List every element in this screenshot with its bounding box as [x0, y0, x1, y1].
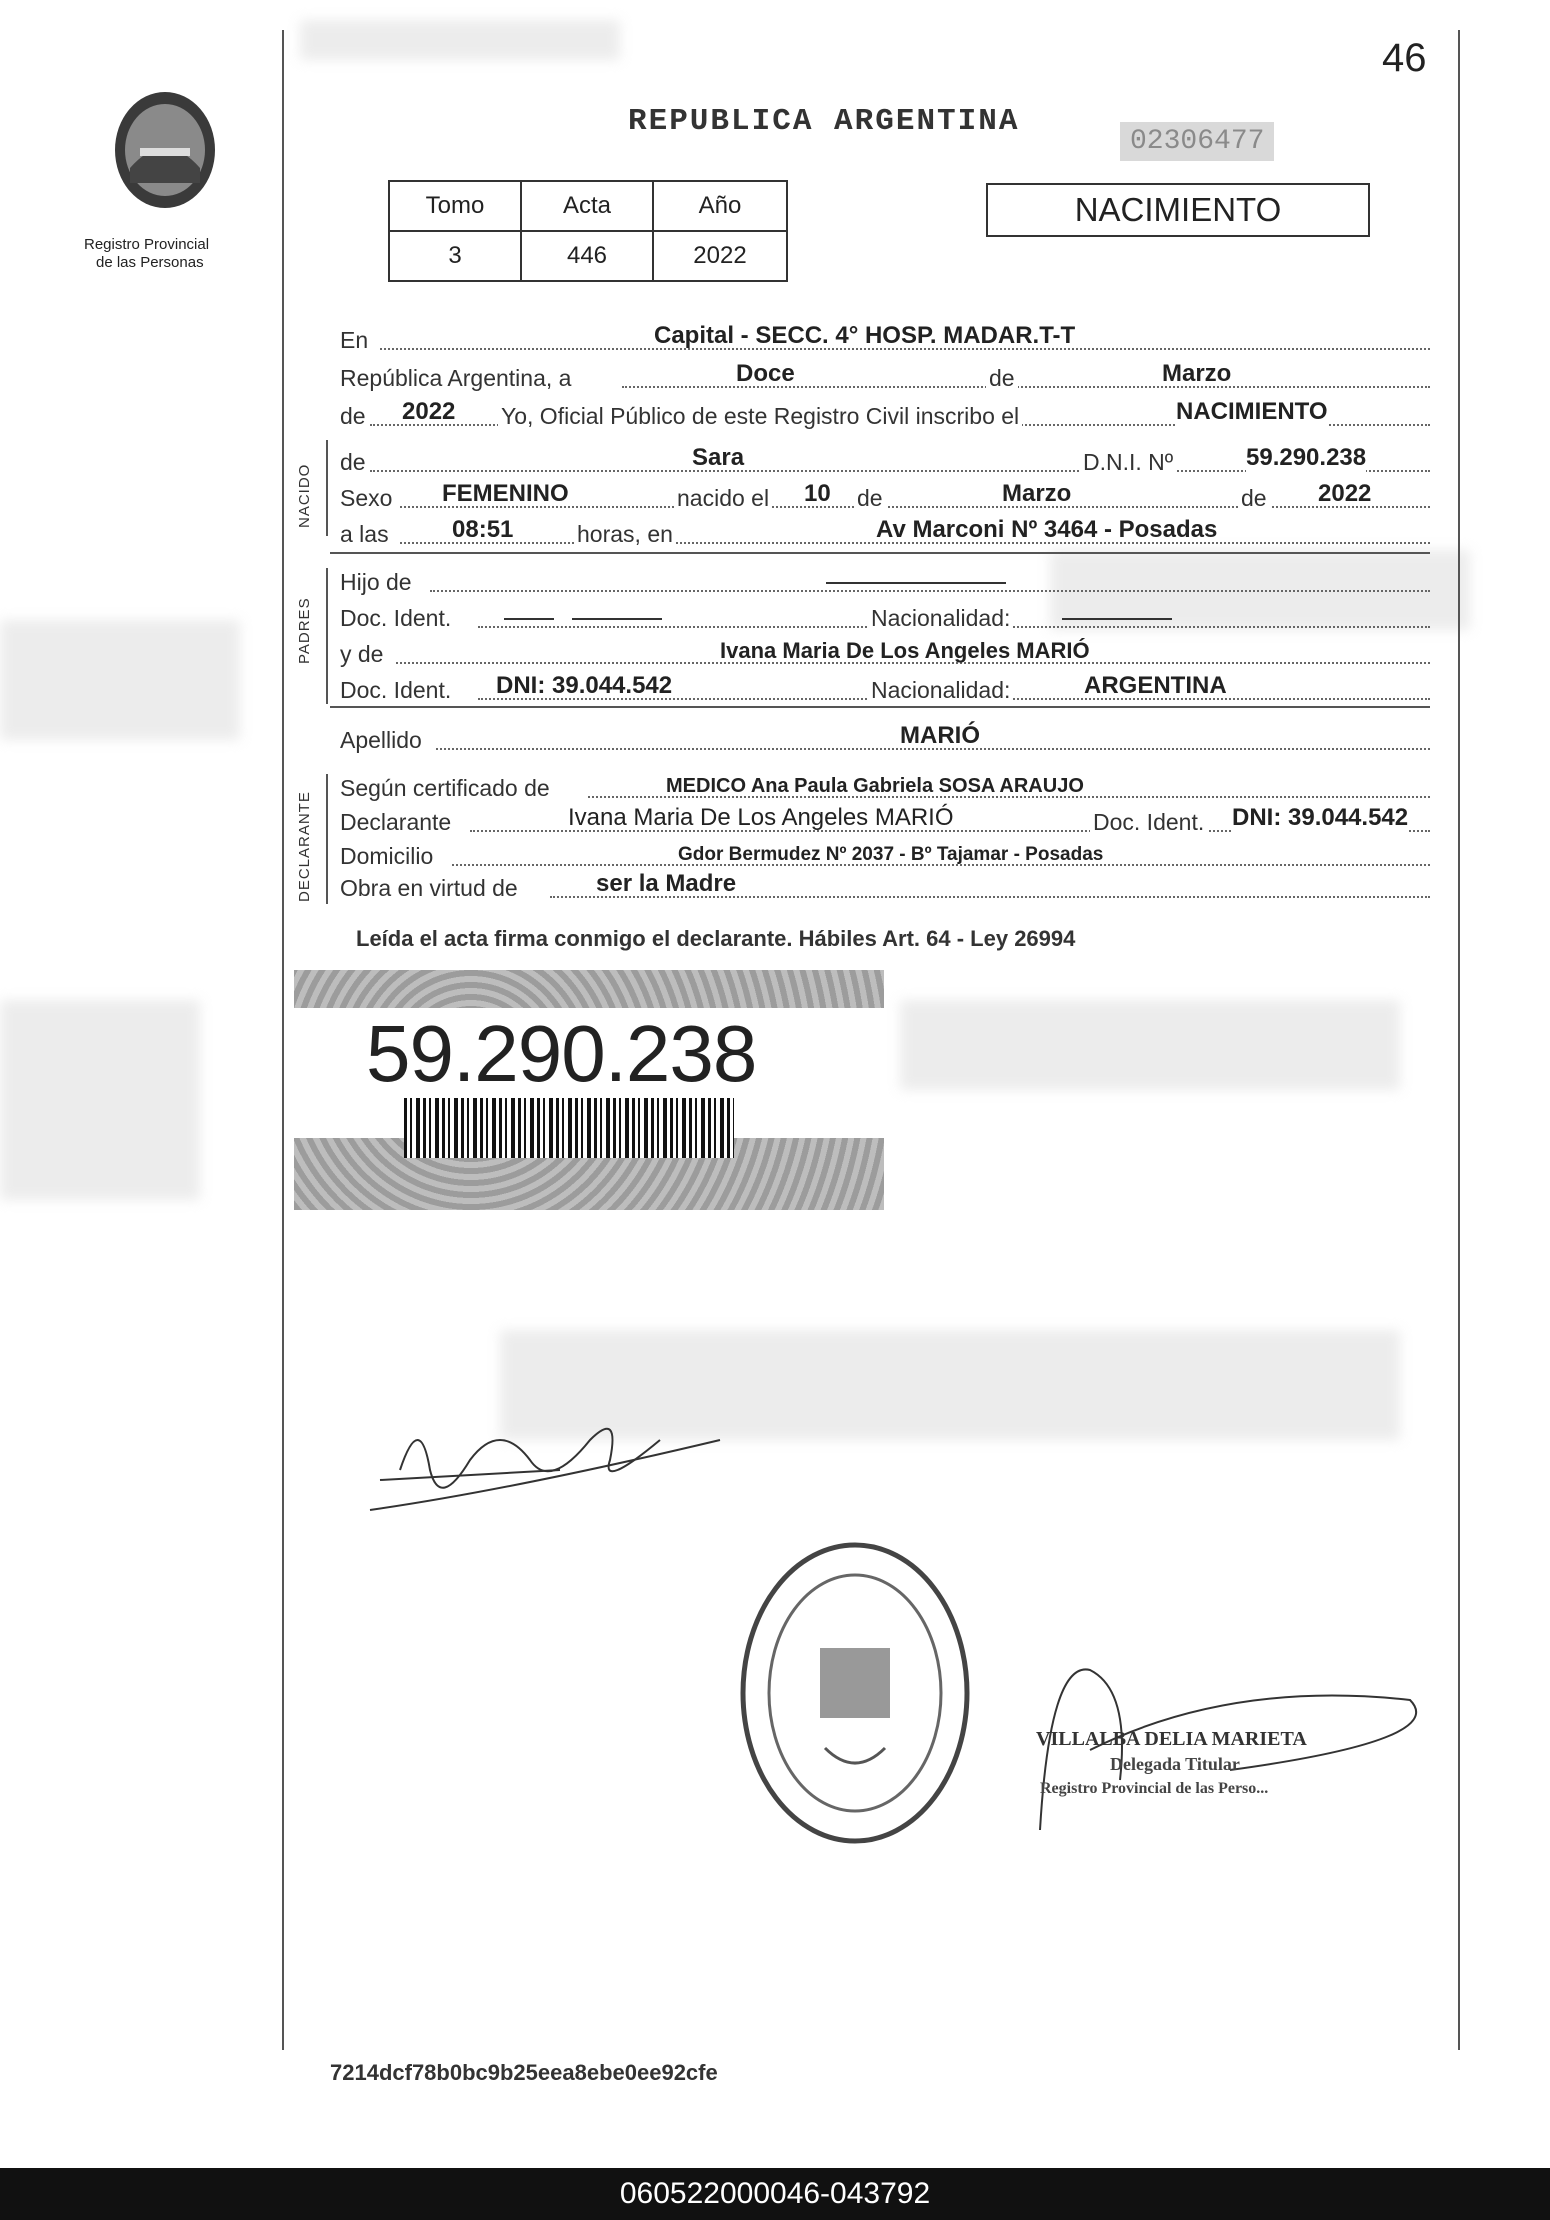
place-value: Capital - SECC. 4° HOSP. MADAR.T-T — [654, 322, 1076, 349]
declarant-value: Ivana Maria De Los Angeles MARIÓ — [568, 804, 954, 831]
section-declarante: DECLARANTE — [296, 791, 313, 902]
registry-table — [388, 180, 788, 282]
label-de-1: de — [986, 365, 1018, 392]
label-dni: D.N.I. Nº — [1080, 449, 1176, 476]
barcode-sticker — [294, 970, 884, 1210]
label-republica: República Argentina, a — [340, 365, 572, 391]
declarant-doc-value: DNI: 39.044.542 — [1232, 804, 1409, 831]
signature-declarant — [360, 1400, 740, 1520]
footer-code: 060522000046-043792 — [0, 2168, 1550, 2220]
official-name: VILLALBA DELIA MARIETA — [1036, 1728, 1307, 1750]
birth-time-value: 08:51 — [452, 516, 514, 543]
birth-month-value: Marzo — [1002, 480, 1072, 507]
document-hash: 7214dcf78b0bc9b25eea8ebe0ee92cfe — [330, 2060, 718, 2085]
label-y-de: y de — [340, 641, 384, 667]
label-declarante: Declarante — [340, 809, 452, 835]
surname-value: MARIÓ — [900, 722, 980, 749]
label-hijo-de: Hijo de — [340, 569, 412, 595]
record-kind-value: NACIMIENTO — [1176, 398, 1328, 425]
serial-stamp: 02306477 — [1120, 122, 1274, 161]
label-yo-oficial: Yo, Oficial Público de este Registro Civil inscribo el — [498, 403, 1022, 430]
official-role: Delegada Titular — [1110, 1754, 1240, 1774]
reason-value: ser la Madre — [596, 870, 737, 897]
label-horas-en: horas, en — [574, 521, 676, 548]
child-dni-value: 59.290.238 — [1246, 444, 1367, 471]
logo-caption-2: de las Personas — [96, 254, 204, 271]
birth-place-value: Av Marconi Nº 3464 - Posadas — [876, 516, 1218, 543]
label-doc-ident-1: Doc. Ident. — [340, 605, 452, 631]
birth-year-value: 2022 — [1318, 480, 1372, 507]
barcode-icon — [404, 1098, 734, 1158]
mother-nationality-value: ARGENTINA — [1084, 672, 1227, 699]
mother-name-value: Ivana Maria De Los Angeles MARIÓ — [720, 638, 1090, 663]
record-type-box: NACIMIENTO — [986, 183, 1370, 237]
address-value: Gdor Bermudez Nº 2037 - Bº Tajamar - Posadas — [678, 844, 1104, 865]
day-value: Doce — [736, 360, 795, 387]
header-anio: Año — [653, 181, 787, 231]
label-de-4: de — [854, 485, 886, 512]
section-nacido: NACIDO — [296, 463, 313, 528]
official-office: Registro Provincial de las Perso... — [1040, 1780, 1269, 1797]
sex-value: FEMENINO — [442, 480, 569, 507]
label-domicilio: Domicilio — [340, 843, 434, 869]
label-apellido: Apellido — [340, 727, 422, 753]
label-sexo: Sexo — [340, 485, 393, 511]
label-doc-ident-3: Doc. Ident. — [1090, 809, 1207, 836]
label-en: En — [340, 327, 369, 353]
official-seal-icon — [735, 1538, 975, 1848]
closing-note: Leída el acta firma conmigo el declarante. Hábiles Art. 64 - Ley 26994 — [356, 926, 1076, 951]
label-de-5: de — [1238, 485, 1270, 512]
label-a-las: a las — [340, 521, 389, 547]
month-value: Marzo — [1162, 360, 1232, 387]
mother-doc-value: DNI: 39.044.542 — [496, 672, 673, 699]
label-segun-certificado: Según certificado de — [340, 775, 550, 801]
page-number: 46 — [1382, 36, 1427, 80]
label-obra-en-virtud: Obra en virtud de — [340, 875, 518, 901]
label-nacido-el: nacido el — [674, 485, 772, 512]
birth-day-value: 10 — [804, 480, 831, 507]
value-tomo: 3 — [389, 231, 521, 281]
country-title: REPUBLICA ARGENTINA — [628, 104, 1020, 139]
certificate-value: MEDICO Ana Paula Gabriela SOSA ARAUJO — [666, 775, 1084, 797]
header-acta: Acta — [521, 181, 653, 231]
label-nacionalidad-1: Nacionalidad: — [868, 605, 1013, 632]
label-de-3: de — [340, 449, 366, 475]
province-logo — [110, 88, 220, 223]
logo-caption-1: Registro Provincial — [84, 236, 210, 253]
label-nacionalidad-2: Nacionalidad: — [868, 677, 1013, 704]
year-value: 2022 — [402, 398, 456, 425]
header-tomo: Tomo — [389, 181, 521, 231]
value-acta: 446 — [521, 231, 653, 281]
label-de-2: de — [340, 403, 366, 429]
label-doc-ident-2: Doc. Ident. — [340, 677, 452, 703]
barcode-number: 59.290.238 — [366, 1009, 757, 1098]
value-anio: 2022 — [653, 231, 787, 281]
child-name-value: Sara — [692, 444, 745, 471]
section-padres: PADRES — [296, 597, 313, 664]
